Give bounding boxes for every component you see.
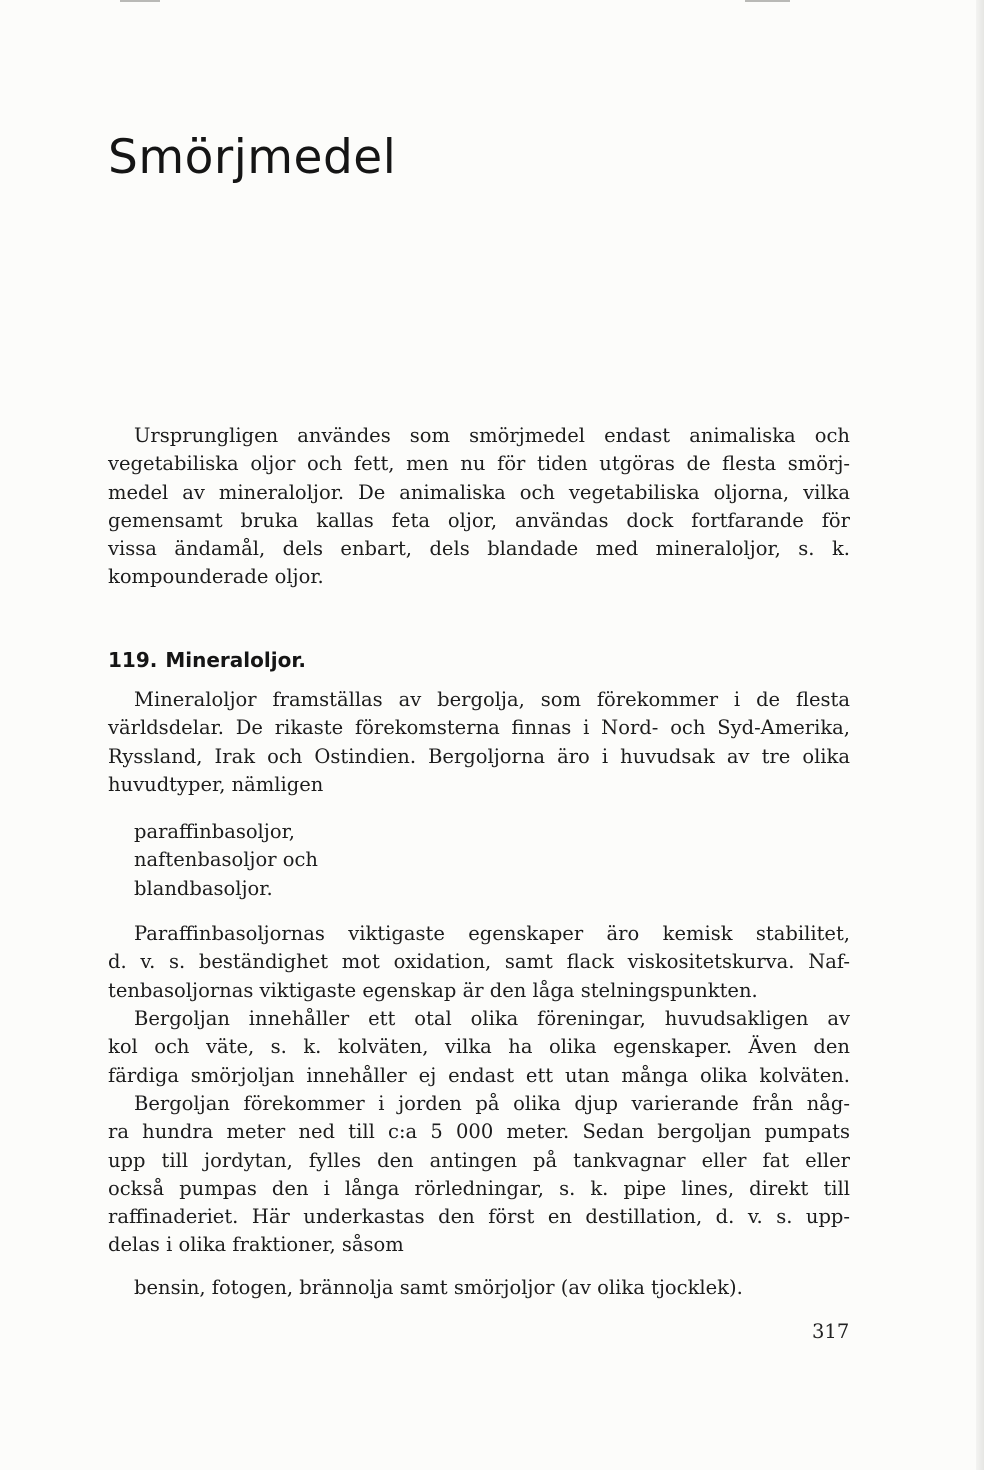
text-line: Ryssland, Irak och Ostindien. Bergoljorna äro i huvudsak av tre olika (108, 744, 850, 768)
text-line: färdiga smörjoljan innehåller ej endast ett utan många olika kolväten. (108, 1063, 850, 1087)
list-item: paraffinbasoljor, (134, 820, 295, 843)
text-line: d. v. s. beständighet mot oxidation, samt flack viskositetskurva. Naf- (108, 950, 850, 974)
text-line: medel av mineraloljor. De animaliska och vegetabiliska oljorna, vilka (108, 480, 850, 504)
text-line: delas i olika fraktioner, såsom (108, 1233, 404, 1257)
text-line: huvudtyper, nämligen (108, 772, 324, 796)
scan-mark (120, 0, 160, 2)
text-line: världsdelar. De rikaste förekomsterna finnas i Nord- och Syd-Amerika, (108, 716, 850, 740)
text-line: tenbasoljornas viktigaste egenskap är den låga stelningspunkten. (108, 978, 758, 1002)
fractions-line: bensin, fotogen, brännolja samt smörjoljor (av olika tjocklek). (134, 1276, 743, 1299)
oil-type-list (134, 818, 318, 903)
text-line: Ursprungligen användes som smörjmedel endast animaliska och (134, 424, 850, 447)
list-item: blandbasoljor. (134, 876, 273, 900)
text-line: gemensamt bruka kallas feta oljor, användas dock fortfarande för (108, 508, 850, 532)
text-line: upp till jordytan, fylles den antingen på tankvagnar eller fat eller (108, 1148, 850, 1172)
hydrocarbons-paragraph (108, 1005, 850, 1090)
text-line: Mineraloljor framställas av bergolja, som förekommer i de flesta (134, 688, 850, 711)
page-edge-shadow (976, 0, 984, 1470)
section-title: Mineraloljor. (165, 648, 306, 672)
text-line: kompounderade oljor. (108, 565, 324, 589)
mineral-oils-paragraph (108, 686, 850, 799)
extraction-paragraph (108, 1090, 850, 1260)
chapter-title: Smörjmedel (108, 130, 397, 185)
properties-paragraph (108, 920, 850, 1005)
section-heading (108, 648, 306, 672)
text-line: vissa ändamål, dels enbart, dels blandade med mineraloljor, s. k. (108, 537, 850, 561)
text-line: Paraffinbasoljornas viktigaste egenskaper äro kemisk stabilitet, (134, 922, 850, 945)
text-line: vegetabiliska oljor och fett, men nu för tiden utgöras de flesta smörj- (108, 452, 850, 476)
scan-mark (745, 0, 790, 2)
text-line: kol och väte, s. k. kolväten, vilka ha olika egenskaper. Även den (108, 1035, 850, 1059)
section-number: 119. (108, 648, 158, 672)
text-line: Bergoljan förekommer i jorden på olika djup varierande från någ- (134, 1092, 850, 1115)
text-line: också pumpas den i långa rörledningar, s. k. pipe lines, direkt till (108, 1176, 850, 1200)
text-line: raffinaderiet. Här underkastas den först en destillation, d. v. s. upp- (108, 1205, 850, 1229)
text-line: ra hundra meter ned till c:a 5 000 meter. Sedan bergoljan pumpats (108, 1120, 850, 1144)
intro-paragraph (108, 422, 850, 592)
page-number: 317 (812, 1320, 850, 1343)
text-line: Bergoljan innehåller ett otal olika föreningar, huvudsakligen av (134, 1007, 850, 1030)
list-item: naftenbasoljor och (134, 848, 318, 872)
